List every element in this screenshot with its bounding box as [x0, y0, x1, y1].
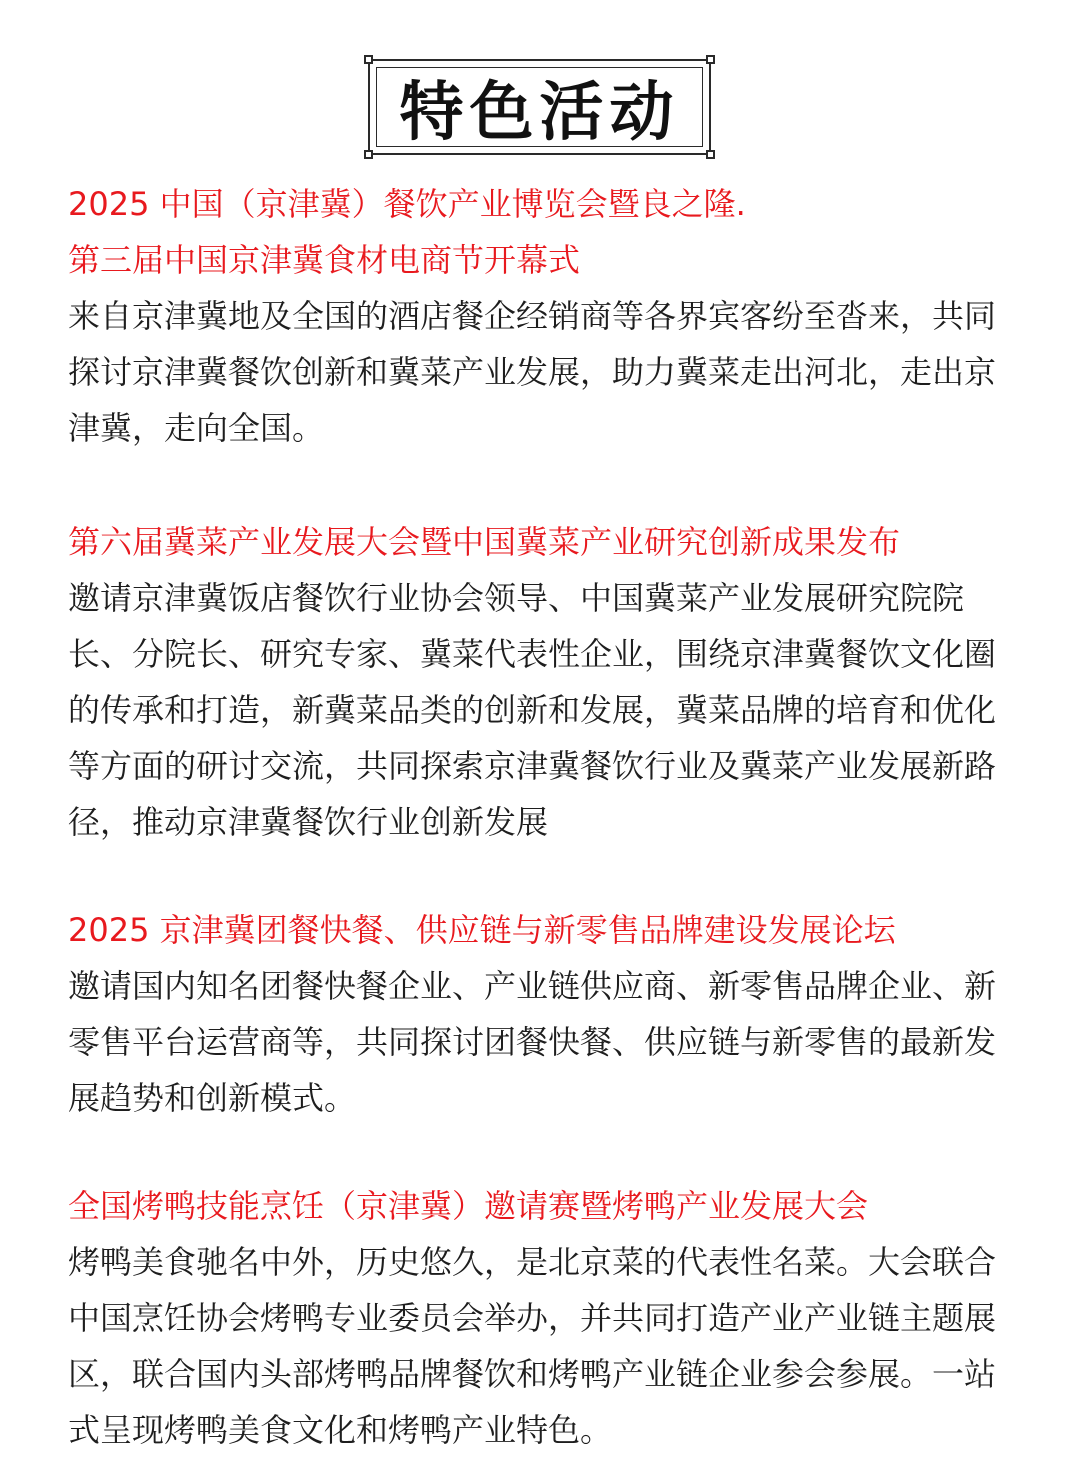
activity-description: 邀请国内知名团餐快餐企业、产业链供应商、新零售品牌企业、新零售平台运营商等，共同探讨团餐快餐、供应链与新零售的最新发展趋势和创新模式。 [68, 967, 997, 1117]
activity-description: 邀请京津冀饭店餐饮行业协会领导、中国冀菜产业发展研究院院长、分院长、研究专家、冀菜代表性企业，围绕京津冀餐饮文化圈的传承和打造，新冀菜品类的创新和发展，冀菜品牌的培育和优化等方面的研讨交流，共同探索京津冀餐饮行业及冀菜产业发展新路径，推动京津冀餐饮行业创新发展 [68, 579, 997, 841]
activity-title-line: 全国烤鸭技能烹饪（京津冀）邀请赛暨烤鸭产业发展大会 [68, 1187, 869, 1225]
activity-title-line: 2025 京津冀团餐快餐、供应链与新零售品牌建设发展论坛 [68, 911, 896, 949]
activity-description: 来自京津冀地及全国的酒店餐企经销商等各界宾客纷至沓来，共同探讨京津冀餐饮创新和冀菜产业发展，助力冀菜走出河北，走出京津冀，走向全国。 [68, 297, 997, 447]
activity-title-line: 2025 中国（京津冀）餐饮产业博览会暨良之隆. [68, 185, 746, 223]
page-title-frame [368, 59, 711, 155]
activity-section-4 [68, 1178, 1018, 1458]
activity-section-2 [68, 514, 1018, 850]
activity-section-1 [68, 176, 1018, 456]
activity-title-line: 第三届中国京津冀食材电商节开幕式 [68, 241, 581, 279]
activity-title-line: 第六届冀菜产业发展大会暨中国冀菜产业研究创新成果发布 [68, 523, 901, 561]
page-title: 特色活动 [399, 75, 680, 150]
activity-list [68, 176, 1018, 1458]
activity-section-3 [68, 902, 1018, 1126]
activity-description: 烤鸭美食驰名中外，历史悠久，是北京菜的代表性名菜。大会联合中国烹饪协会烤鸭专业委员会举办，并共同打造产业产业链主题展区，联合国内头部烤鸭品牌餐饮和烤鸭产业链企业参会参展。一站式呈现烤鸭美食文化和烤鸭产业特色。 [68, 1243, 997, 1449]
